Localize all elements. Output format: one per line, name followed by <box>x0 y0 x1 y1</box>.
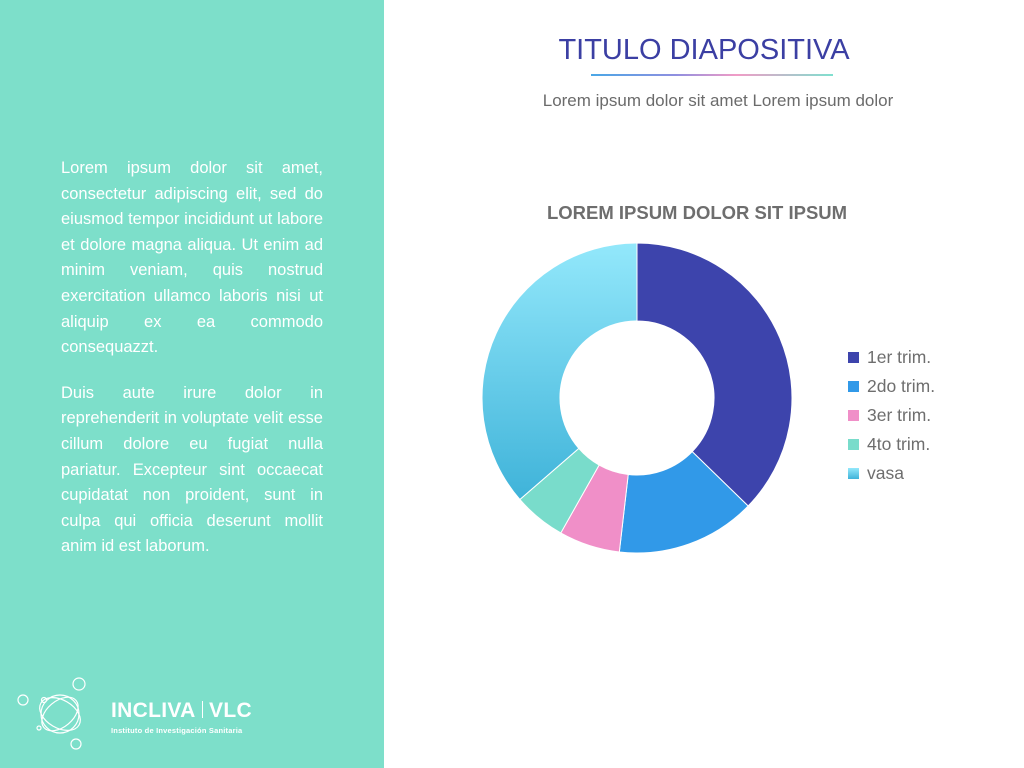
sidebar-paragraph-1: Lorem ipsum dolor sit amet, consectetur adipiscing elit, sed do eiusmod tempor incididunt ut labore et dolore magna aliqua. Ut enim ad minim veniam, quis nostrud exercitation ullamco laboris nisi ut aliquip ex ea commodo consequazzt. <box>61 159 323 357</box>
legend-item-3er-trim <box>848 401 935 430</box>
slide-title: TITULO DIAPOSITIVA <box>558 34 850 66</box>
donut-slice-vasa <box>482 243 637 500</box>
incliva-logo-icon <box>14 672 104 758</box>
title-underline <box>591 74 833 76</box>
legend-label-vasa: vasa <box>867 463 904 483</box>
legend-swatch-3er-trim <box>848 410 859 421</box>
logo-separator <box>202 701 204 718</box>
chart-legend <box>848 343 935 488</box>
legend-item-4to-trim <box>848 430 935 459</box>
legend-label-3er-trim: 3er trim. <box>867 405 932 425</box>
legend-swatch-1er-trim <box>848 352 859 363</box>
chart-title: LOREM IPSUM DOLOR SIT IPSUM <box>546 202 848 223</box>
incliva-logo <box>14 672 374 758</box>
logo-name-left: INCLIVA <box>111 699 196 722</box>
legend-item-vasa <box>848 459 935 488</box>
donut-slice-1er-trim <box>637 243 792 506</box>
donut-chart <box>473 234 803 564</box>
sidebar-paragraph-2: Duis aute irure dolor in reprehenderit in voluptate velit esse cillum dolore eu fugiat nulla pariatur. Excepteur sint occaecat cupidatat non proident, sunt in culpa qui officia deserunt mollit anim id est laborum. <box>61 383 323 556</box>
legend-swatch-vasa <box>848 468 859 479</box>
sidebar-panel <box>0 0 384 768</box>
logo-tagline: Instituto de Investigación Sanitaria <box>111 726 243 735</box>
legend-item-1er-trim <box>848 343 935 372</box>
logo-wordmark <box>111 699 252 723</box>
legend-item-2do-trim <box>848 372 935 401</box>
legend-swatch-4to-trim <box>848 439 859 450</box>
legend-label-1er-trim: 1er trim. <box>867 347 932 367</box>
legend-label-2do-trim: 2do trim. <box>867 376 936 396</box>
legend-swatch-2do-trim <box>848 381 859 392</box>
sidebar-text <box>61 156 323 580</box>
slide-subtitle: Lorem ipsum dolor sit amet Lorem ipsum dolor <box>542 91 894 110</box>
legend-label-4to-trim: 4to trim. <box>867 434 931 454</box>
logo-name-right: VLC <box>209 699 252 722</box>
